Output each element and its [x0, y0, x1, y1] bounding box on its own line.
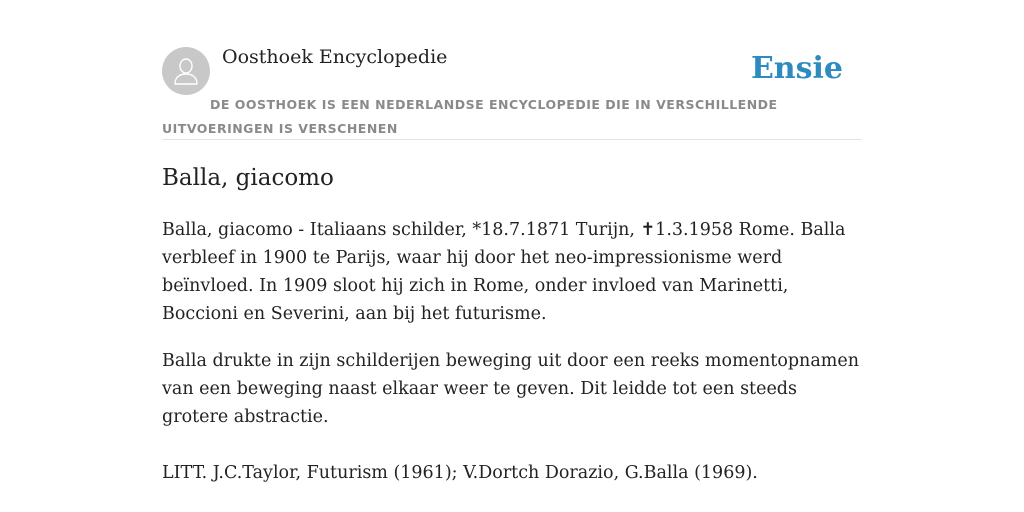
article-paragraph: Balla, giacomo - Italiaans schilder, *18.7.1871 Turijn, ✝1.3.1958 Rome. Balla verbleef in 1900 te Parijs, waar hij door het neo-impressionisme werd beïnvloed. In 1909 sloot hij zich in Rome, onder invloed van Marinetti, Boccioni en Severini, aan bij het futurisme. — [162, 220, 846, 324]
article-paragraph: Balla drukte in zijn schilderijen beweging uit door een reeks momentopnamen van een beweging naast elkaar weer te geven. Dit leidde tot een steeds grotere abstractie. — [162, 351, 859, 427]
literature-reference: LITT. J.C.Taylor, Futurism (1961); V.Dortch Dorazio, G.Balla (1969). — [162, 463, 758, 483]
ensie-logo[interactable]: Ensie — [750, 51, 843, 86]
header-divider — [162, 139, 862, 140]
source-title-link[interactable]: Oosthoek Encyclopedie — [222, 46, 448, 68]
source-description: DE OOSTHOEK IS EEN NEDERLANDSE ENCYCLOPEDIE DIE IN VERSCHILLENDE UITVOERINGEN IS VERSCHENEN — [162, 97, 778, 136]
page-container — [162, 0, 862, 512]
user-icon[interactable] — [162, 47, 210, 95]
article-title: Balla, giacomo — [162, 165, 334, 191]
